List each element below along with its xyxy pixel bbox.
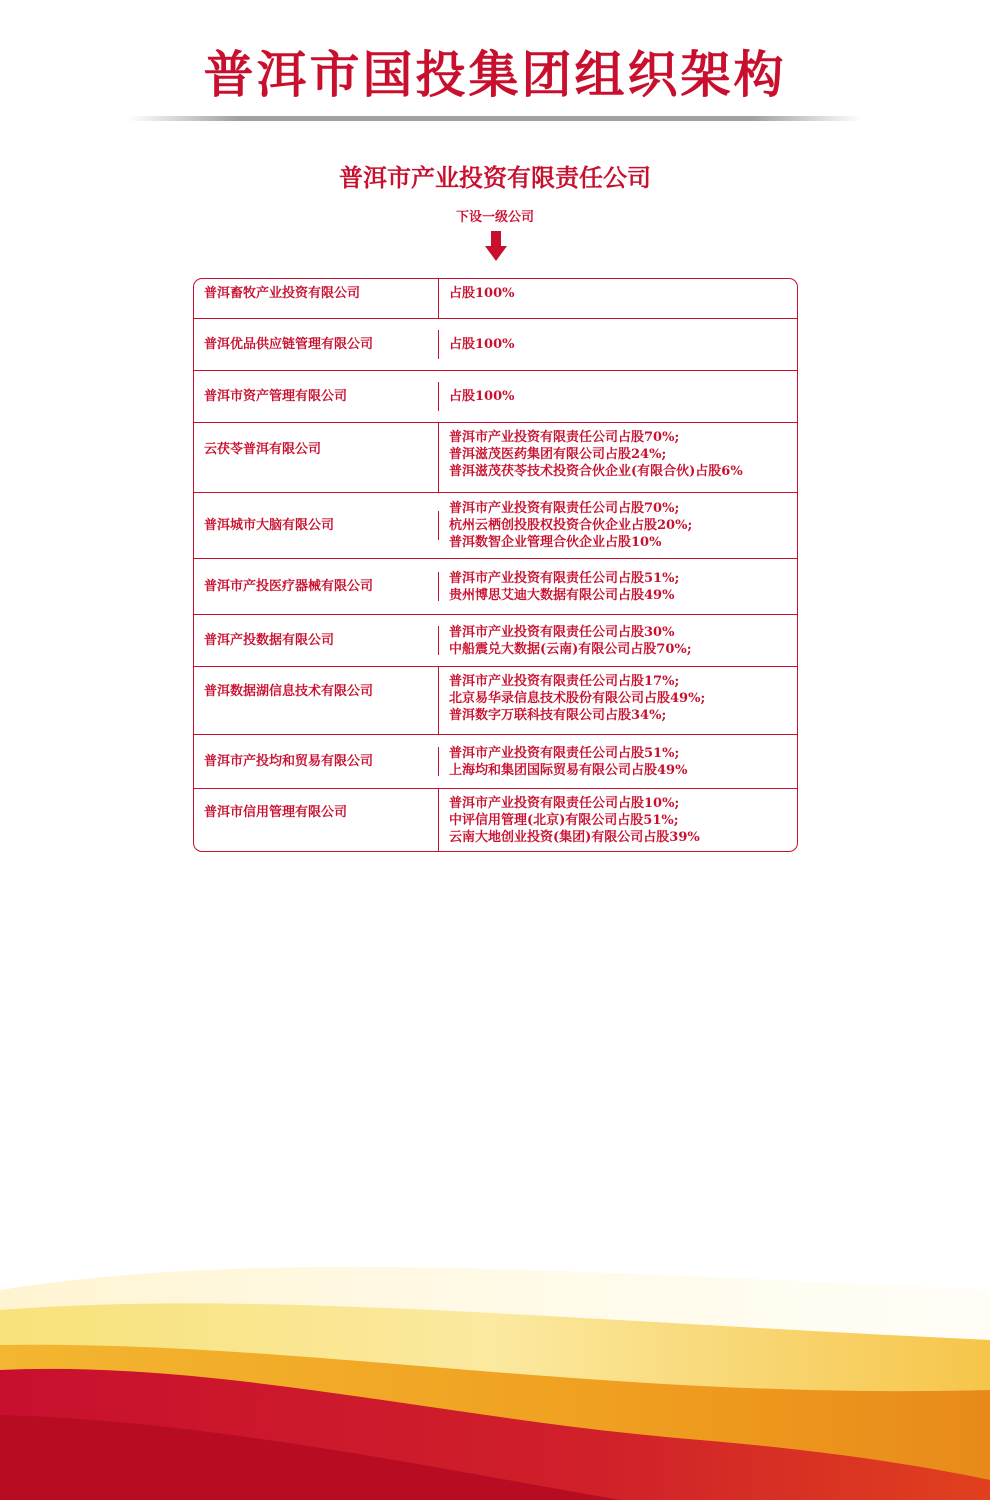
- company-shares: [439, 494, 797, 557]
- share-line: 普洱市产业投资有限责任公司占股10%;: [449, 796, 680, 811]
- share-line: 中评信用管理(北京)有限公司占股51%;: [449, 813, 679, 828]
- share-line: 普洱市产业投资有限责任公司占股70%;: [449, 501, 680, 516]
- company-name: 普洱优品供应链管理有限公司: [194, 330, 439, 359]
- company-name: 普洱畜牧产业投资有限公司: [194, 279, 439, 318]
- table-row: [194, 559, 797, 615]
- table-row: [194, 735, 797, 789]
- company-shares: [439, 564, 797, 610]
- table-row: [194, 615, 797, 667]
- company-name: 普洱产投数据有限公司: [194, 626, 439, 655]
- table-row: [194, 371, 797, 423]
- table-row: [194, 319, 797, 371]
- company-name: 普洱市信用管理有限公司: [194, 789, 439, 851]
- parent-company-name: 普洱市产业投资有限责任公司: [339, 163, 651, 192]
- table-row: [194, 279, 797, 319]
- share-line: 普洱滋茂茯苓技术投资合伙企业(有限合伙)占股6%: [449, 464, 743, 479]
- company-name: 普洱城市大脑有限公司: [194, 511, 439, 540]
- company-shares: [439, 789, 797, 851]
- company-shares: [439, 618, 797, 664]
- company-name: 普洱数据湖信息技术有限公司: [194, 667, 439, 734]
- share-line: 中船震兑大数据(云南)有限公司占股70%;: [449, 641, 692, 657]
- share-line: 普洱市产业投资有限责任公司占股70%;: [449, 430, 680, 445]
- share-line: 占股100%: [449, 337, 515, 352]
- table-row: [194, 789, 797, 851]
- title-divider: [128, 116, 862, 121]
- share-line: 普洱滋茂医药集团有限公司占股24%;: [449, 447, 667, 462]
- decorative-wave-background: [0, 1250, 990, 1500]
- share-line: 北京易华录信息技术股份有限公司占股49%;: [449, 691, 706, 706]
- table-row: [194, 423, 797, 493]
- share-line: 上海均和集团国际贸易有限公司占股49%: [449, 762, 688, 778]
- share-line: 普洱市产业投资有限责任公司占股30%: [449, 624, 675, 640]
- org-table: [193, 278, 798, 852]
- table-row: [194, 493, 797, 559]
- share-line: 贵州博思艾迪大数据有限公司占股49%: [449, 587, 675, 603]
- company-shares: [439, 667, 797, 734]
- subsidiary-label: 下设一级公司: [455, 210, 534, 225]
- share-line: 普洱市产业投资有限责任公司占股17%;: [449, 674, 680, 689]
- share-line: 占股100%: [449, 389, 515, 404]
- company-shares: [439, 423, 797, 492]
- company-shares: [439, 382, 797, 411]
- share-line: 普洱数字万联科技有限公司占股34%;: [449, 708, 667, 723]
- company-name: 云茯苓普洱有限公司: [194, 423, 439, 492]
- company-shares: [439, 739, 797, 785]
- company-shares: [439, 279, 797, 318]
- company-shares: [439, 330, 797, 359]
- company-name: 普洱市产投均和贸易有限公司: [194, 747, 439, 776]
- share-line: 杭州云栖创投股权投资合伙企业占股20%;: [449, 518, 693, 533]
- share-line: 占股100%: [449, 286, 515, 301]
- company-name: 普洱市产投医疗器械有限公司: [194, 572, 439, 601]
- share-line: 云南大地创业投资(集团)有限公司占股39%: [449, 830, 700, 845]
- table-row: [194, 667, 797, 735]
- page-title: 普洱市国投集团组织架构: [203, 45, 787, 104]
- share-line: 普洱市产业投资有限责任公司占股51%;: [449, 745, 680, 761]
- company-name: 普洱市资产管理有限公司: [194, 382, 439, 411]
- share-line: 普洱数智企业管理合伙企业占股10%: [449, 535, 662, 550]
- share-line: 普洱市产业投资有限责任公司占股51%;: [449, 570, 680, 586]
- arrow-down-icon: [485, 231, 507, 261]
